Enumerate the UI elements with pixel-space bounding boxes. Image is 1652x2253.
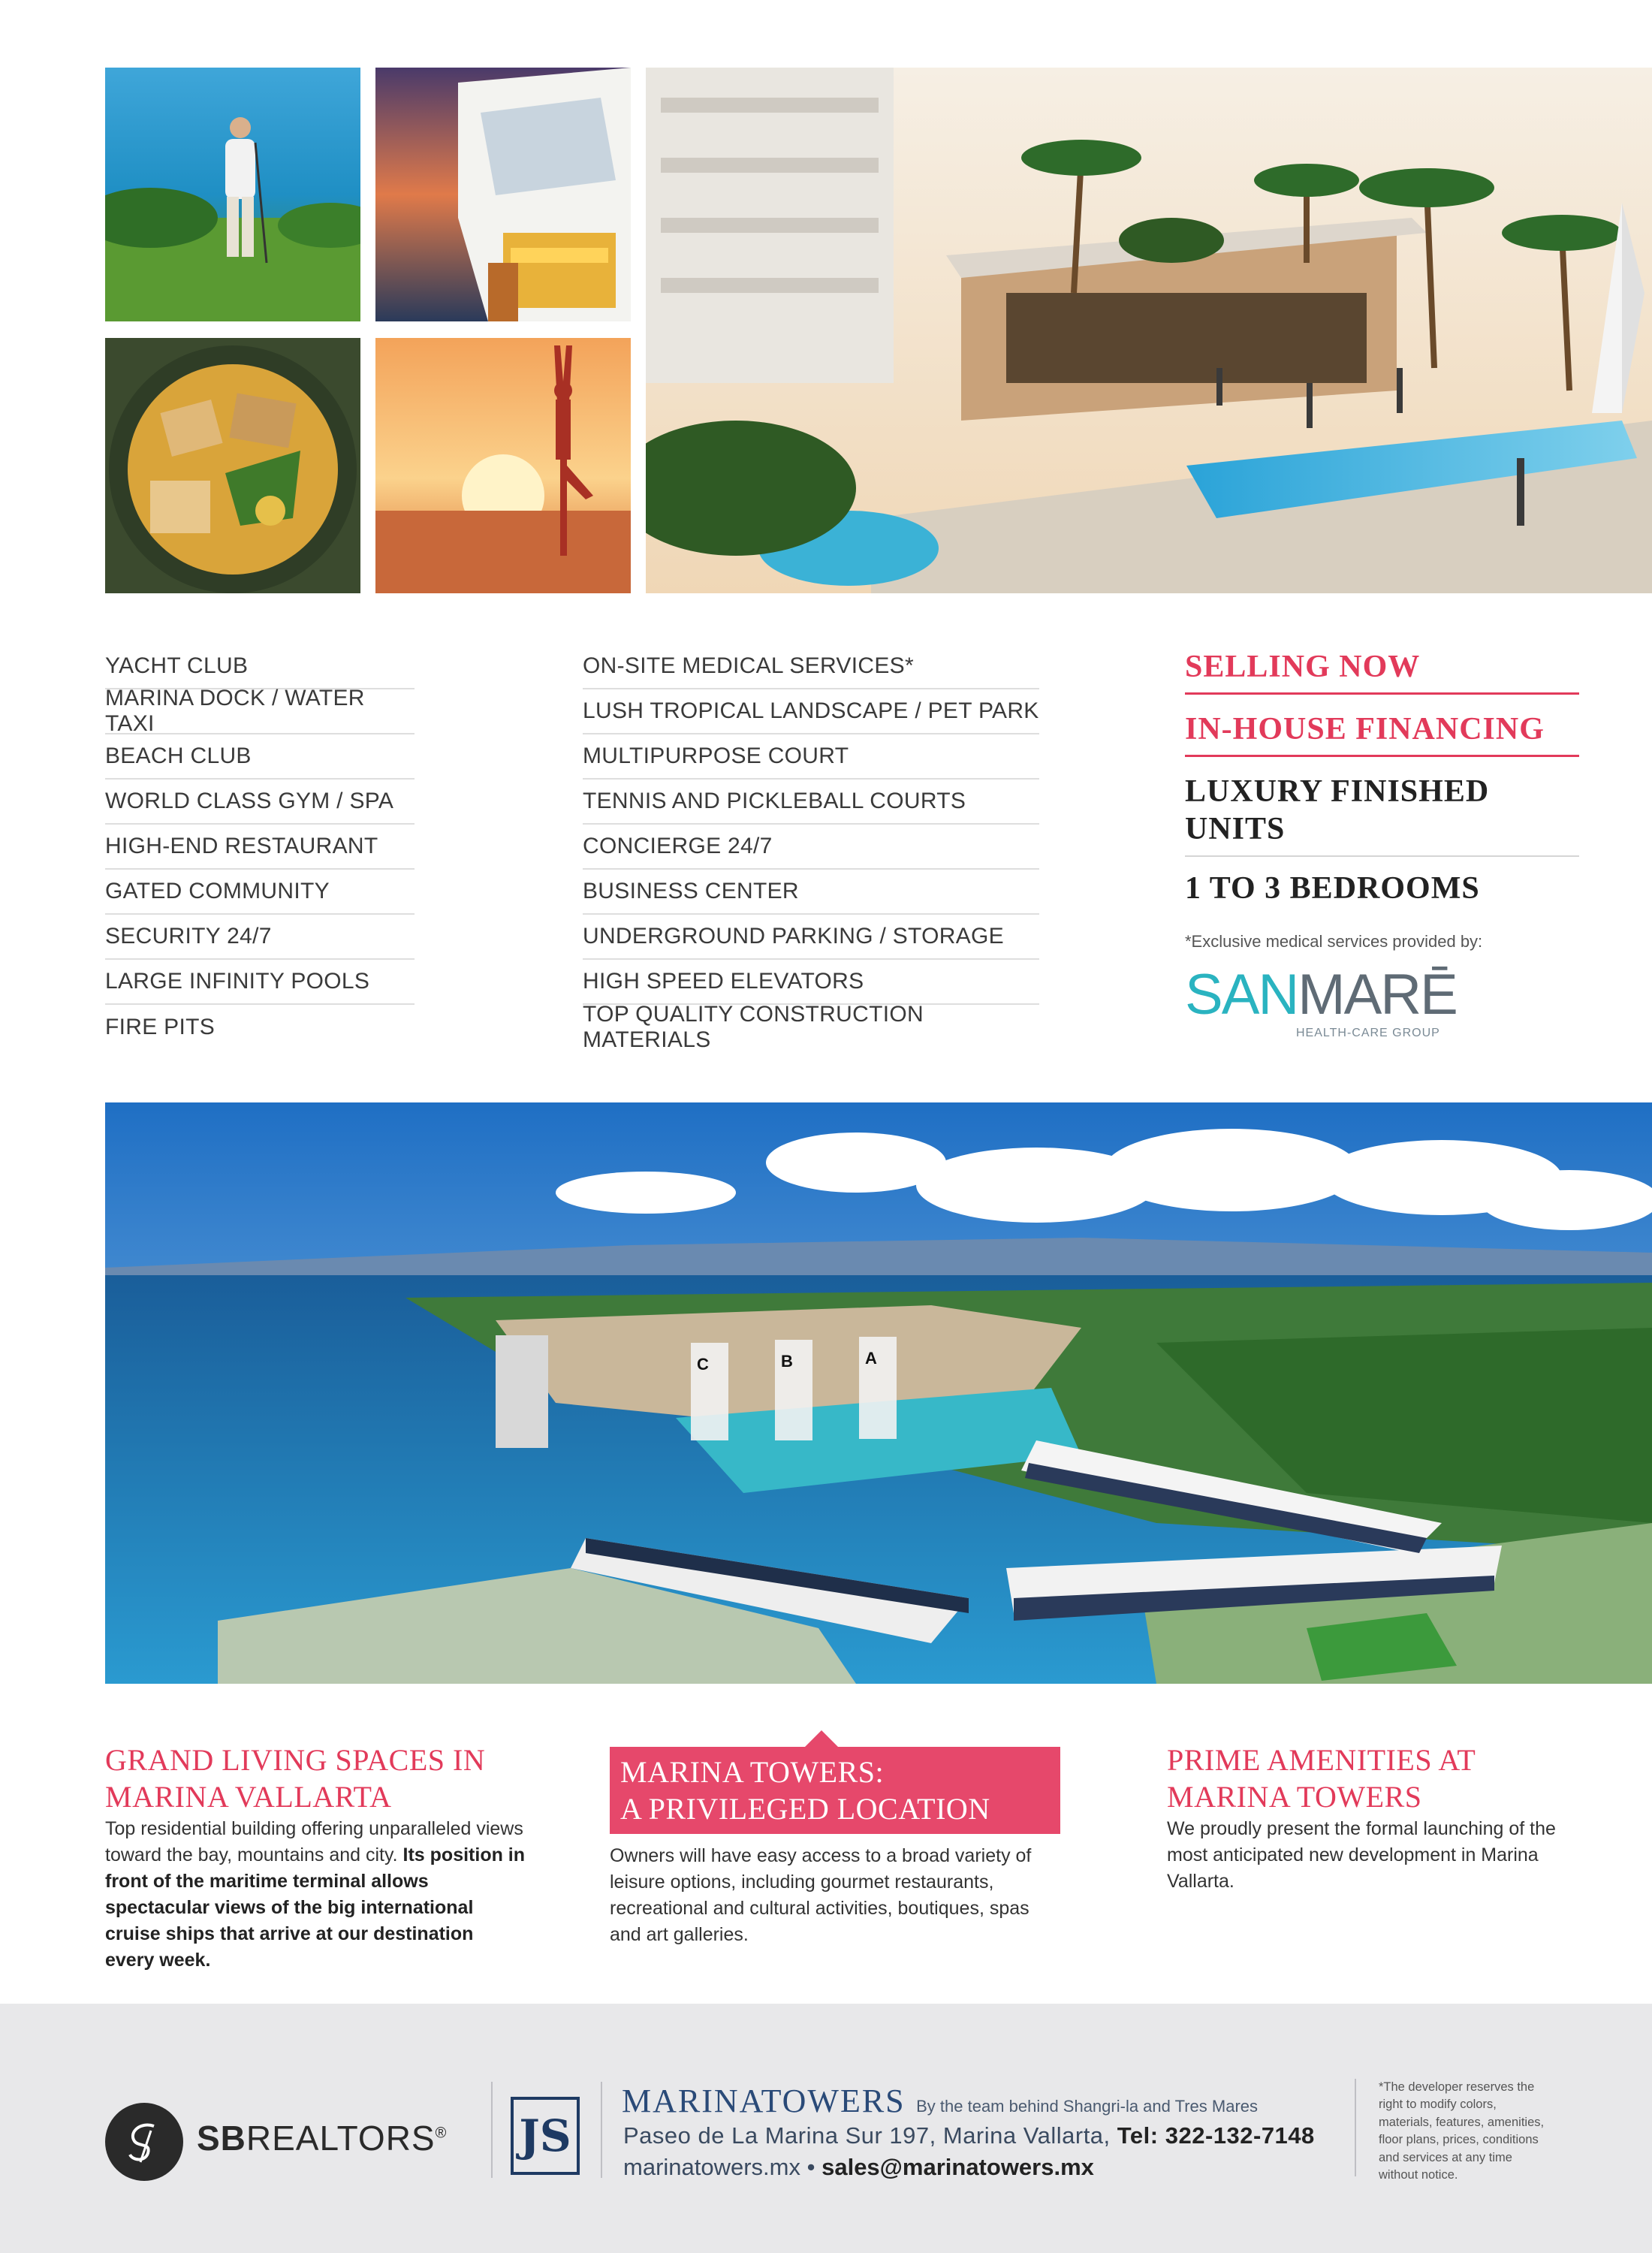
prime-amenities-section xyxy=(1167,1742,1587,1895)
bedrooms-label: 1 TO 3 BEDROOMS xyxy=(1185,871,1480,906)
footer-divider xyxy=(1355,2079,1356,2176)
amenity-item: GATED COMMUNITY xyxy=(105,870,415,915)
grand-living-body-text: Top residential building offering unparalleled views toward the bay, mountains and city. xyxy=(105,1817,523,1865)
email-link[interactable]: sales@marinatowers.mx xyxy=(821,2154,1094,2180)
amenity-item: UNDERGROUND PARKING / STORAGE xyxy=(583,915,1039,960)
yoga-photo xyxy=(375,338,631,593)
marina-towers-brand-line xyxy=(622,2082,1258,2120)
amenity-item: HIGH-END RESTAURANT xyxy=(105,825,415,870)
privileged-location-body: Owners will have easy access to a broad variety of leisure options, including gourmet restaurants, recreational and cultural activities, boutiques, spas and art galleries. xyxy=(610,1844,1032,1945)
footer-divider xyxy=(601,2082,602,2178)
prime-amenities-body: We proudly present the formal launching of the most anticipated new development in Marina Vallarta. xyxy=(1167,1817,1556,1892)
amenity-item: ON-SITE MEDICAL SERVICES* xyxy=(583,644,1039,689)
prime-amenities-title-line1: PRIME AMENITIES AT xyxy=(1167,1743,1476,1777)
amenity-item: MARINA DOCK / WATER TAXI xyxy=(105,689,415,734)
sanmare-subtitle: HEALTH-CARE GROUP xyxy=(1296,1026,1440,1039)
amenity-item: BUSINESS CENTER xyxy=(583,870,1039,915)
yacht-photo xyxy=(375,68,631,321)
sb-realtors-wordmark xyxy=(197,2118,447,2158)
disclaimer-text: *The developer reserves the right to modify colors, materials, features, amenities, floor plans, prices, conditions and services at any time without notice. xyxy=(1379,2080,1545,2182)
amenity-item: FIRE PITS xyxy=(105,1015,216,1039)
sb-monogram-icon xyxy=(118,2116,170,2168)
amenity-item: MULTIPURPOSE COURT xyxy=(583,734,1039,780)
footer-divider xyxy=(491,2082,493,2178)
privileged-location-section xyxy=(610,1747,1060,1948)
pool-rendering-photo xyxy=(646,68,1652,593)
sb-realtors-logo xyxy=(105,2103,183,2181)
prime-amenities-title-line2: MARINA TOWERS xyxy=(1167,1779,1422,1814)
amenity-item: BEACH CLUB xyxy=(105,734,415,780)
amenity-item: CONCIERGE 24/7 xyxy=(583,825,1039,870)
prime-amenities-title xyxy=(1167,1742,1587,1816)
amenities-list-right xyxy=(583,644,1039,1050)
contact-line xyxy=(623,2154,1094,2181)
sanmare-logo xyxy=(1185,962,1579,1027)
privileged-location-badge xyxy=(610,1747,1060,1834)
grand-living-body xyxy=(105,1816,526,1974)
food-photo xyxy=(105,338,360,593)
amenity-item: LARGE INFINITY POOLS xyxy=(105,960,415,1005)
sb-rest: REALTORS xyxy=(246,2119,436,2158)
amenity-item: TENNIS AND PICKLEBALL COURTS xyxy=(583,780,1039,825)
sb-bold: SB xyxy=(197,2119,246,2158)
amenities-list-left xyxy=(105,644,415,1050)
grand-living-title-line2: MARINA VALLARTA xyxy=(105,1779,392,1814)
marina-towers-tagline: By the team behind Shangri-la and Tres Mares xyxy=(916,2097,1259,2116)
grand-living-body-bold: Its position in front of the maritime terminal allows spectacular views of the big international cruise ships that arrive at our destination every week. xyxy=(105,1844,526,1971)
phone-number[interactable]: Tel: 322-132-7148 xyxy=(1117,2122,1315,2149)
address-text: Paseo de La Marina Sur 197, Marina Vallarta, xyxy=(623,2122,1111,2149)
tower-b-label: B xyxy=(781,1352,793,1371)
selling-info xyxy=(1185,644,1579,1040)
golf-photo xyxy=(105,68,360,321)
privileged-location-title-line1: MARINA TOWERS: xyxy=(620,1755,885,1789)
sanmare-logo-text-b: MARĒ xyxy=(1298,962,1457,1027)
grand-living-title xyxy=(105,1742,526,1816)
marina-towers-brand: MARINATOWERS xyxy=(622,2083,906,2119)
amenity-item: LUSH TROPICAL LANDSCAPE / PET PARK xyxy=(583,689,1039,734)
address-line xyxy=(623,2122,1315,2149)
aerial-marina-photo xyxy=(105,1102,1652,1684)
grand-living-title-line1: GRAND LIVING SPACES IN xyxy=(105,1743,486,1777)
sanmare-logo-text: SAN xyxy=(1185,962,1298,1027)
financing-label: IN-HOUSE FINANCING xyxy=(1185,707,1579,757)
amenity-item: TOP QUALITY CONSTRUCTION MATERIALS xyxy=(583,1002,924,1052)
selling-now-label: SELLING NOW xyxy=(1185,644,1579,695)
tower-c-label: C xyxy=(697,1355,709,1374)
tower-a-label: A xyxy=(865,1349,877,1368)
js-developer-logo: JS xyxy=(511,2097,580,2175)
amenity-item: YACHT CLUB xyxy=(105,644,415,689)
luxury-units-label: LUXURY FINISHED UNITS xyxy=(1185,769,1579,857)
website-link[interactable]: marinatowers.mx • xyxy=(623,2154,815,2180)
medical-note: *Exclusive medical services provided by: xyxy=(1185,931,1483,951)
privileged-location-title-line2: A PRIVILEGED LOCATION xyxy=(620,1791,990,1826)
grand-living-section xyxy=(105,1742,526,1974)
registered-mark: ® xyxy=(435,2125,448,2142)
amenity-item: SECURITY 24/7 xyxy=(105,915,415,960)
amenity-item: WORLD CLASS GYM / SPA xyxy=(105,780,415,825)
amenity-item: HIGH SPEED ELEVATORS xyxy=(583,960,1039,1005)
